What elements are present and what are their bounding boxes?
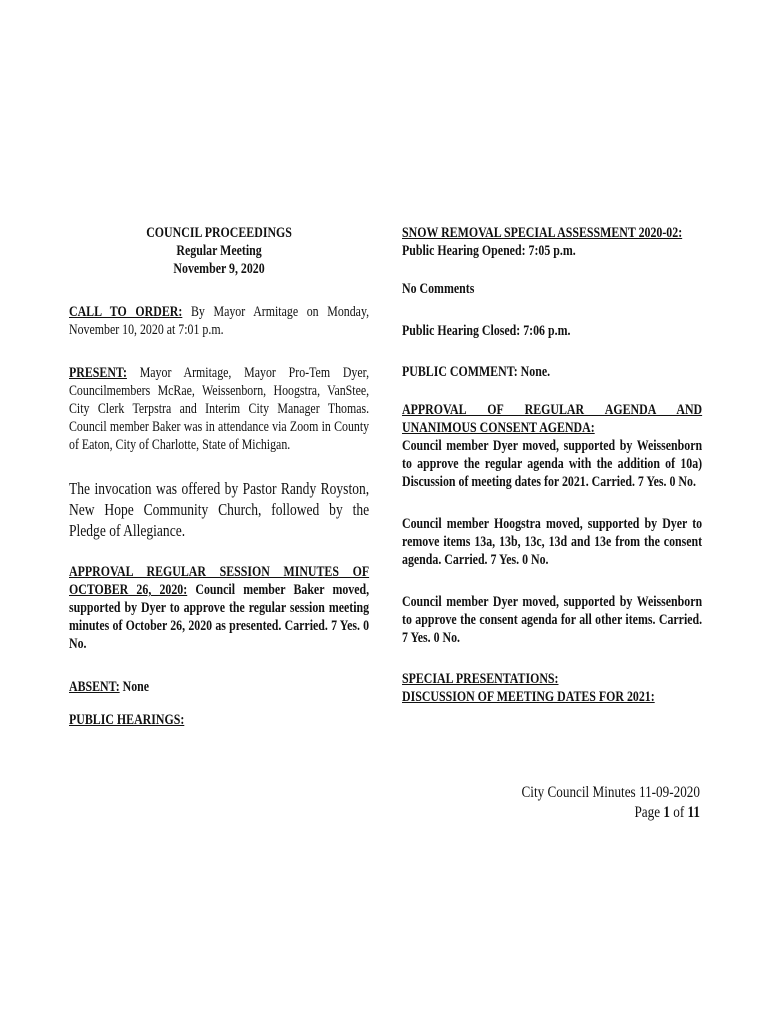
proceedings-header bbox=[69, 224, 369, 278]
agenda-motion-2: Council member Hoogstra moved, supported by Dyer to remove items 13a, 13b, 13c, 13d and 13e from the consent agenda. Carried. 7 Yes. 0 No. bbox=[402, 516, 703, 568]
meeting-dates-heading: DISCUSSION OF MEETING DATES FOR 2021: bbox=[402, 689, 655, 705]
minutes-approval-text: Council member Baker moved, supported by Dyer to approve the regular session meeting minutes of October 26, 2020 as presented. Carried. 7 Yes. 0 No. bbox=[69, 582, 370, 652]
page-prefix: Page bbox=[634, 804, 664, 821]
call-to-order-label: CALL TO ORDER: bbox=[69, 304, 183, 320]
invocation-paragraph: The invocation was offered by Pastor Randy Royston, New Hope Community Church, followed by the Pledge of Allegiance. bbox=[69, 479, 370, 540]
agenda-motion-3: Council member Dyer moved, supported by Weissenborn to approve the consent agenda for all other items. Carried. 7 Yes. 0 No. bbox=[402, 594, 703, 646]
public-hearings-heading: PUBLIC HEARINGS: bbox=[69, 712, 185, 728]
left-column bbox=[69, 224, 369, 729]
hearing-closed: Public Hearing Closed: 7:06 p.m. bbox=[402, 323, 571, 339]
minutes-approval-section bbox=[69, 563, 369, 653]
page-of: of bbox=[669, 804, 688, 821]
present-section bbox=[69, 364, 369, 454]
meeting-date: November 9, 2020 bbox=[173, 261, 265, 277]
present-label: PRESENT: bbox=[69, 365, 127, 381]
snow-removal-heading: SNOW REMOVAL SPECIAL ASSESSMENT 2020-02: bbox=[402, 225, 683, 241]
agenda-motion-1: Council member Dyer moved, supported by Weissenborn to approve the regular agenda with the addition of 10a) Discussion of meeting dates for 2021. Carried. 7 Yes. 0 No. bbox=[402, 438, 703, 490]
call-to-order-section bbox=[69, 303, 369, 339]
absent-text: None bbox=[119, 679, 150, 695]
page-number bbox=[522, 803, 700, 823]
page-current: 1 bbox=[663, 804, 670, 821]
page-total: 11 bbox=[687, 804, 700, 821]
hearing-opened: Public Hearing Opened: 7:05 p.m. bbox=[402, 243, 576, 259]
public-comment: PUBLIC COMMENT: None. bbox=[402, 364, 551, 380]
call-to-order-text: By Mayor Armitage on Monday, November 10, 2020 at 7:01 p.m. bbox=[69, 304, 370, 338]
no-comments: No Comments bbox=[402, 281, 475, 297]
minutes-approval-label: APPROVAL REGULAR SESSION MINUTES OF OCTOBER 26, 2020: bbox=[69, 564, 370, 598]
absent-section bbox=[69, 678, 369, 696]
absent-label: ABSENT: bbox=[69, 679, 120, 695]
proceedings-title: COUNCIL PROCEEDINGS bbox=[146, 225, 292, 241]
page-footer bbox=[522, 783, 700, 823]
agenda-heading: APPROVAL OF REGULAR AGENDA AND UNANIMOUS CONSENT AGENDA: bbox=[402, 402, 703, 436]
meeting-type: Regular Meeting bbox=[176, 243, 262, 259]
present-text: Mayor Armitage, Mayor Pro-Tem Dyer, Councilmembers McRae, Weissenborn, Hoogstra, VanStee, City Clerk Terpstra and Interim City Manager Thomas. Council member Baker was in attendance via Zoom in County of Eaton, City of Charlotte, State of Michigan. bbox=[69, 365, 370, 453]
footer-doc-name: City Council Minutes 11-09-2020 bbox=[521, 784, 700, 801]
special-presentations-heading: SPECIAL PRESENTATIONS: bbox=[402, 671, 559, 687]
right-column bbox=[402, 224, 702, 706]
